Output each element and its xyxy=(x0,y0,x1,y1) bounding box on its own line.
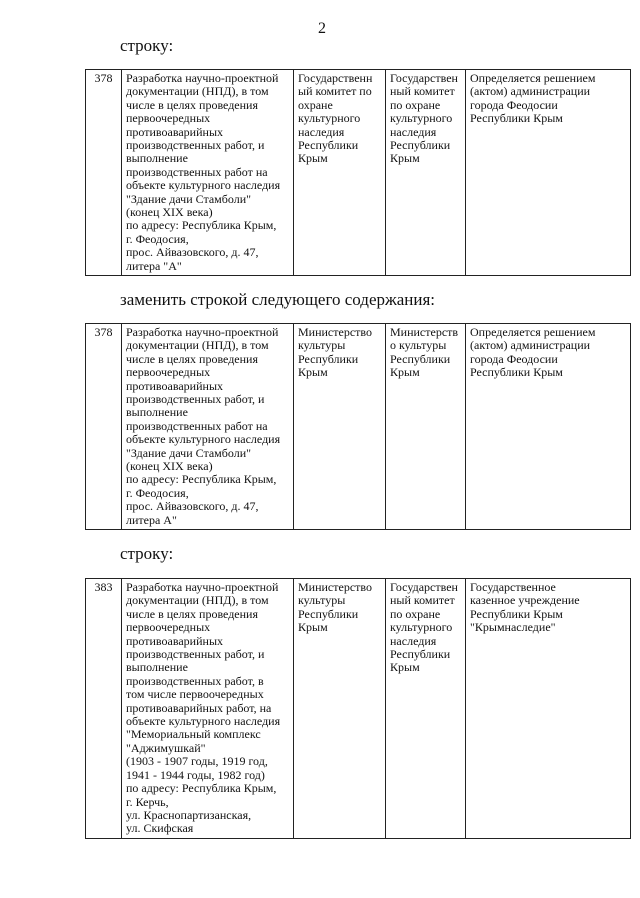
customer-cell: Министерство культуры Республики Крым xyxy=(294,579,386,839)
section-1-intro: строку: xyxy=(120,36,174,55)
responsible-cell: Определяется решением (актом) администрации города Феодосии Республики Крым xyxy=(466,324,631,530)
customer-cell: Государственн ый комитет по охране культурного наследия Республики Крым xyxy=(294,70,386,276)
table-row xyxy=(86,70,631,276)
row-number-cell: 378 xyxy=(86,70,122,276)
table-replacement-row-378 xyxy=(85,323,631,530)
responsible-cell: Государственное казенное учреждение Республики Крым "Крымнаследие" xyxy=(466,579,631,839)
owner-cell: Министерств о культуры Республики Крым xyxy=(386,324,466,530)
owner-cell: Государствен ный комитет по охране культурного наследия Республики Крым xyxy=(386,70,466,276)
description-cell: Разработка научно-проектной документации (НПД), в том числе в целях проведения первоочередных противоаварийных производственных работ, и выполнение производственных работ, в том числе первоочередных противоаварийных работ, на объекте культурного наследия "Мемориальный комплекс "Аджимушкай" (1903 - 1907 годы, 1919 год, 1941 - 1944 годы, 1982 год) по адресу: Республика Крым, г. Керчь, ул. Краснопартизанская, ул. Скифская xyxy=(122,579,294,839)
table-original-row-378 xyxy=(85,69,631,276)
table-original-row-383 xyxy=(85,578,631,839)
description-cell: Разработка научно-проектной документации (НПД), в том числе в целях проведения первоочередных противоаварийных производственных работ, и выполнение производственных работ на объекте культурного наследия "Здание дачи Стамболи" (конец XIX века) по адресу: Республика Крым, г. Феодосия, прос. Айвазовского, д. 47, литера "А" xyxy=(122,70,294,276)
row-number-cell: 383 xyxy=(86,579,122,839)
row-number-cell: 378 xyxy=(86,324,122,530)
section-3-intro: строку: xyxy=(120,544,174,563)
table-row xyxy=(86,579,631,839)
customer-cell: Министерство культуры Республики Крым xyxy=(294,324,386,530)
owner-cell: Государствен ный комитет по охране культурного наследия Республики Крым xyxy=(386,579,466,839)
responsible-cell: Определяется решением (актом) администрации города Феодосии Республики Крым xyxy=(466,70,631,276)
table-row xyxy=(86,324,631,530)
page-number: 2 xyxy=(318,20,326,37)
section-2-intro: заменить строкой следующего содержания: xyxy=(120,290,436,309)
description-cell: Разработка научно-проектной документации (НПД), в том числе в целях проведения первоочередных противоаварийных производственных работ, и выполнение производственных работ на объекте культурного наследия "Здание дачи Стамболи" (конец XIX века) по адресу: Республика Крым, г. Феодосия, прос. Айвазовского, д. 47, литера А" xyxy=(122,324,294,530)
